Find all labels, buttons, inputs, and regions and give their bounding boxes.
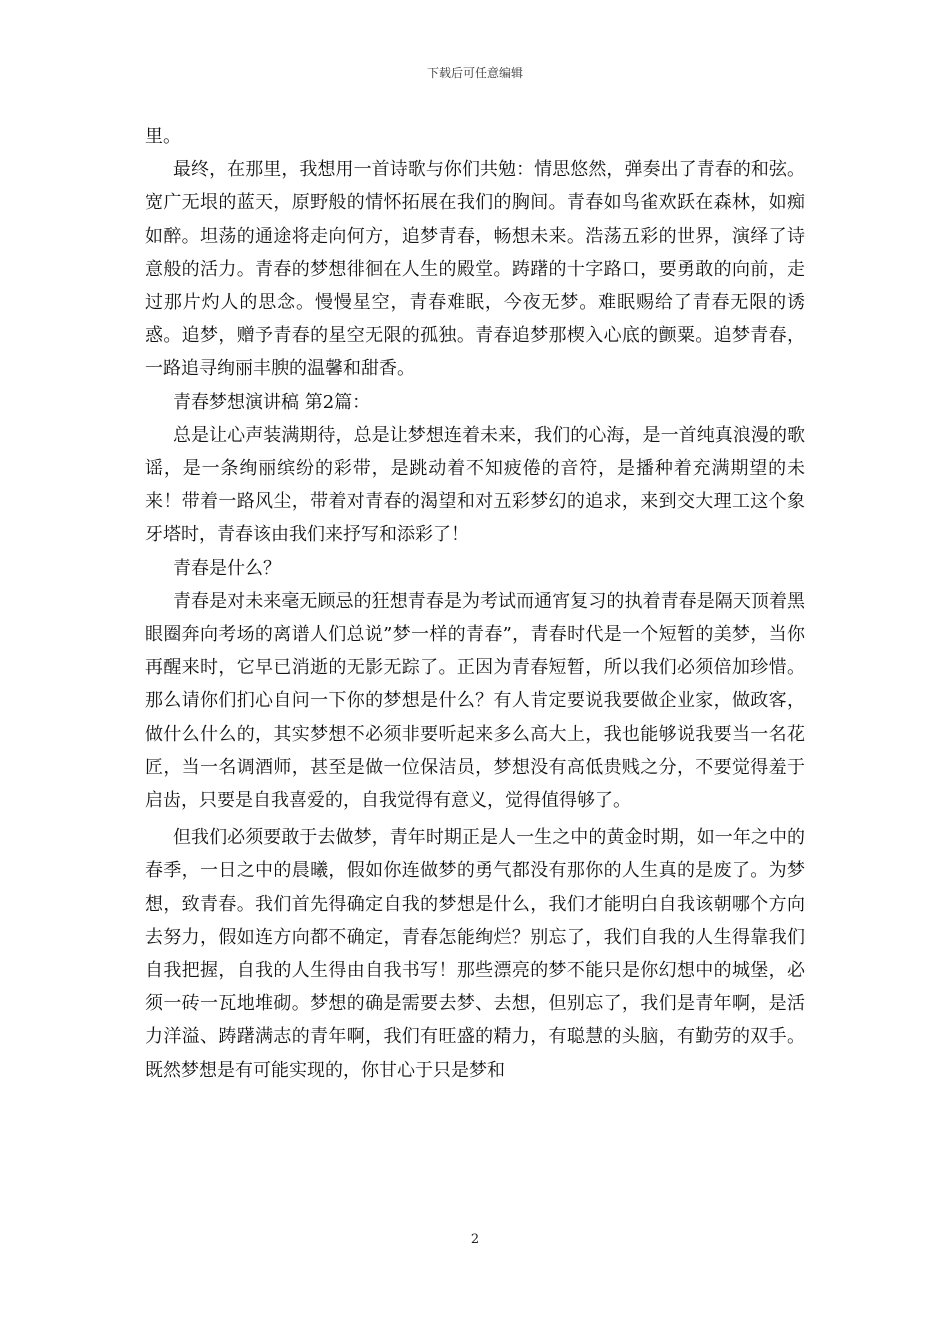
page-header: 下载后可任意编辑	[426, 66, 523, 80]
paragraph-continuation: 里。	[145, 126, 181, 147]
page-number: 2	[470, 1232, 480, 1247]
paragraph: 青春是什么？	[173, 557, 281, 579]
paragraph: 总是让心声装满期待，总是让梦想连着未来，我们的心海，是一首纯真浪漫的歌谣，是一条绚丽缤纷的彩带，是跳动着不知疲倦的音符，是播种着充满期望的未来！带着一路风尘，带着对青春的渴望和对五彩梦幻的追求，来到交大理工这个象牙塔时，青春该由我们来抒写和添彩了！	[145, 424, 805, 546]
document-body	[145, 120, 805, 1087]
section-heading: 青春梦想演讲稿 第2篇：	[173, 391, 371, 413]
paragraph: 最终，在那里，我想用一首诗歌与你们共勉：情思悠然，弹奏出了青春的和弦。宽广无垠的蓝天，原野般的情怀拓展在我们的胸间。青春如鸟雀欢跃在森林，如痴如醉。坦荡的通途将走向何方，追梦青春，畅想未来。浩荡五彩的世界，演绎了诗意般的活力。青春的梦想徘徊在人生的殿堂。踌躇的十字路口，要勇敢的向前，走过那片灼人的思念。慢慢星空，青春难眠，今夜无梦。难眠赐给了青春无限的诱惑。追梦，赠予青春的星空无限的孤独。青春追梦那楔入心底的颤粟。追梦青春，一路追寻绚丽丰腴的温馨和甜香。	[145, 159, 805, 380]
paragraph: 但我们必须要敢于去做梦，青年时期正是人一生之中的黄金时期，如一年之中的春季，一日之中的晨曦，假如你连做梦的勇气都没有那你的人生真的是废了。为梦想，致青春。我们首先得确定自我的梦想是什么，我们才能明白自我该朝哪个方向去努力，假如连方向都不确定，青春怎能绚烂？别忘了，我们自我的人生得靠我们自我把握，自我的人生得由自我书写！那些漂亮的梦不能只是你幻想中的城堡，必须一砖一瓦地堆砌。梦想的确是需要去梦、去想，但别忘了，我们是青年啊，是活力洋溢、踌躇满志的青年啊，我们有旺盛的精力，有聪慧的头脑，有勤劳的双手。既然梦想是有可能实现的，你甘心于只是梦和	[145, 827, 805, 1081]
paragraph: 青春是对未来毫无顾忌的狂想青春是为考试而通宵复习的执着青春是隔天顶着黑眼圈奔向考场的离谱人们总说”梦一样的青春”，青春时代是一个短暂的美梦，当你再醒来时，它早已消逝的无影无踪了。正因为青春短暂，所以我们必须倍加珍惜。那么请你们扪心自问一下你的梦想是什么？有人肯定要说我要做企业家，做政客，做什么什么的，其实梦想不必须非要听起来多么高大上，我也能够说我要当一名花匠，当一名调酒师，甚至是做一位保洁员，梦想没有高低贵贱之分，不要觉得羞于启齿，只要是自我喜爱的，自我觉得有意义，觉得值得够了。	[145, 590, 805, 812]
